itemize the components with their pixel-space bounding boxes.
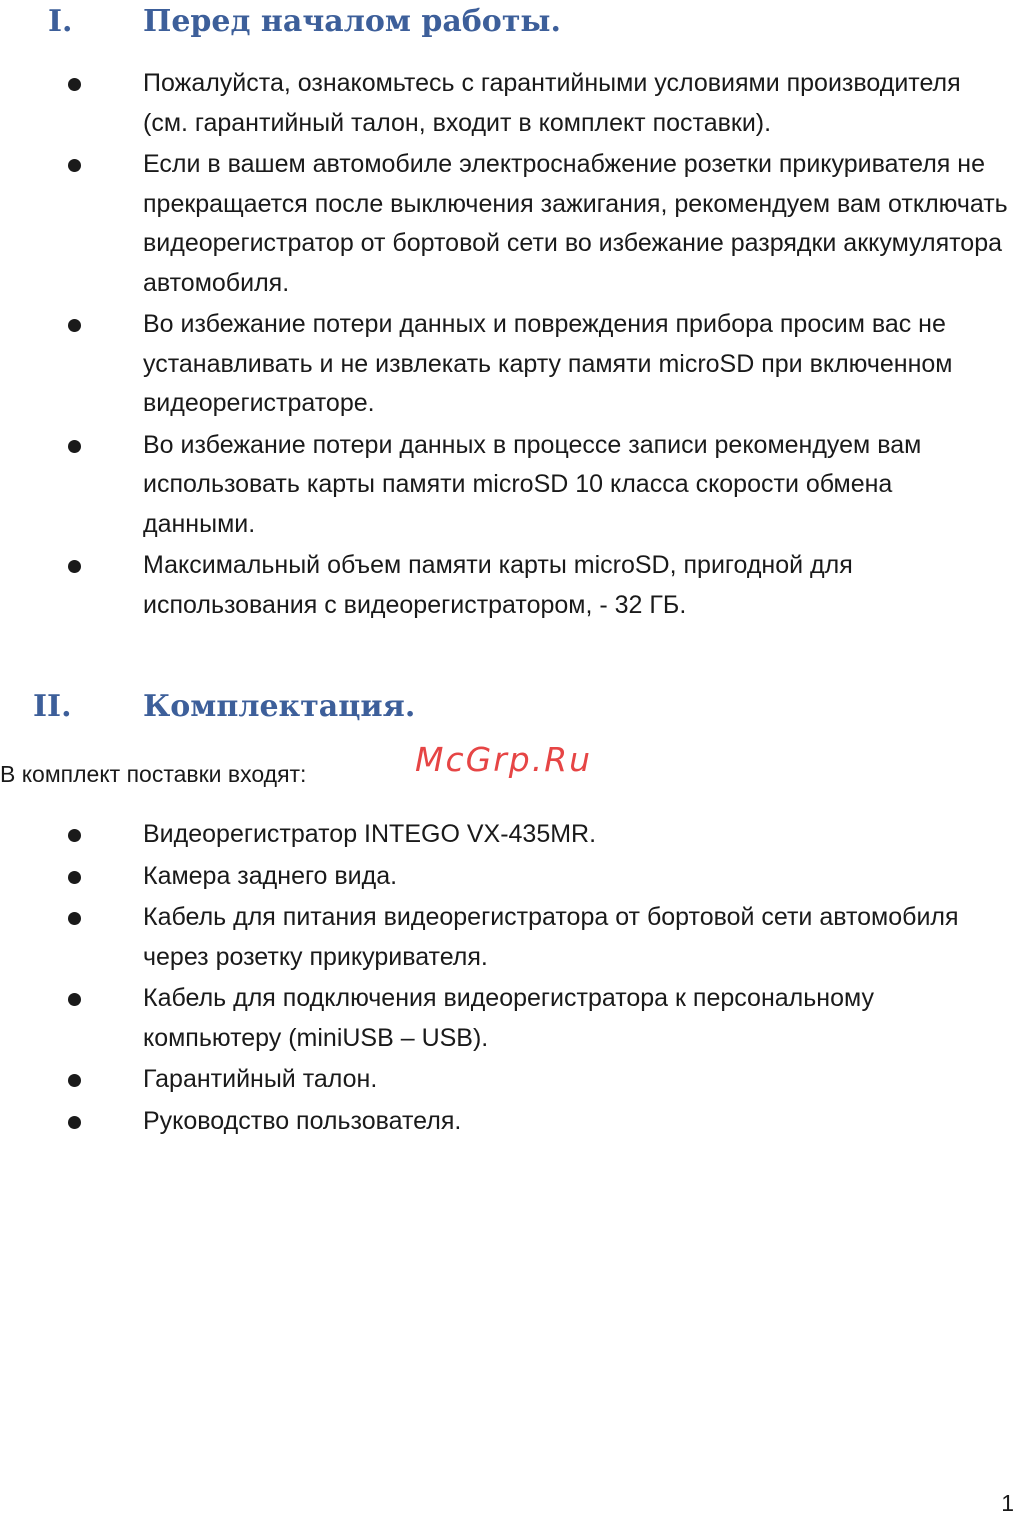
list-item	[0, 979, 1017, 1058]
section-2-intro: В комплект поставки входят:	[0, 761, 307, 787]
bullet-icon	[68, 440, 81, 453]
section-1-title: Перед началом работы.	[143, 4, 561, 39]
list-item	[0, 426, 1017, 545]
list-item-text: Если в вашем автомобиле электроснабжение розетки прикуривателя не прекращается после выключения зажигания, рекомендуем вам отключать видеорегистратор от бортовой сети во избежание разрядки аккумулятора автомобиля.	[143, 150, 1008, 297]
page-number: 1	[1001, 1490, 1014, 1516]
section-2-list	[0, 815, 1017, 1143]
bullet-icon	[68, 1116, 81, 1129]
bullet-icon	[68, 1074, 81, 1087]
bullet-icon	[68, 912, 81, 925]
bullet-icon	[68, 78, 81, 91]
list-item-text: Кабель для подключения видеорегистратора к персональному компьютеру (miniUSB – USB).	[143, 984, 874, 1052]
bullet-icon	[68, 871, 81, 884]
list-item	[0, 305, 1017, 424]
list-item-text: Максимальный объем памяти карты microSD, пригодной для использования с видеорегистратором, - 32 ГБ.	[143, 551, 853, 619]
section-2-title: Комплектация.	[143, 689, 416, 724]
list-item	[0, 815, 1017, 855]
bullet-icon	[68, 319, 81, 332]
list-item	[0, 898, 1017, 977]
list-item-text: Руководство пользователя.	[143, 1106, 462, 1135]
list-item-text: Кабель для питания видеорегистратора от бортовой сети автомобиля через розетку прикуривателя.	[143, 903, 959, 971]
section-1-number: I.	[48, 4, 73, 39]
list-item-text: Пожалуйста, ознакомьтесь с гарантийными условиями производителя (см. гарантийный талон, входит в комплект поставки).	[143, 69, 961, 137]
list-item	[0, 1060, 1017, 1100]
list-item-text: Видеорегистратор INTEGO VX-435MR.	[143, 820, 597, 848]
list-item	[0, 1102, 1017, 1142]
list-item-text: Во избежание потери данных в процессе записи рекомендуем вам использовать карты памяти microSD 10 класса скорости обмена данными.	[143, 430, 922, 538]
section-1-list	[0, 64, 1017, 627]
bullet-icon	[68, 829, 81, 842]
list-item	[0, 546, 1017, 625]
bullet-icon	[68, 560, 81, 573]
list-item-text: Камера заднего вида.	[143, 861, 398, 890]
list-item-text: Гарантийный талон.	[143, 1065, 378, 1093]
list-item	[0, 857, 1017, 897]
section-2-number: II.	[33, 689, 72, 724]
section-2-heading	[0, 685, 1017, 729]
watermark: McGrp.Ru	[415, 740, 593, 779]
bullet-icon	[68, 993, 81, 1006]
bullet-icon	[68, 159, 81, 172]
section-1-heading	[0, 0, 1017, 44]
list-item	[0, 64, 1017, 143]
list-item-text: Во избежание потери данных и повреждения прибора просим вас не устанавливать и не извлекать карту памяти microSD при включенном видеорегистраторе.	[143, 310, 953, 417]
list-item	[0, 145, 1017, 303]
